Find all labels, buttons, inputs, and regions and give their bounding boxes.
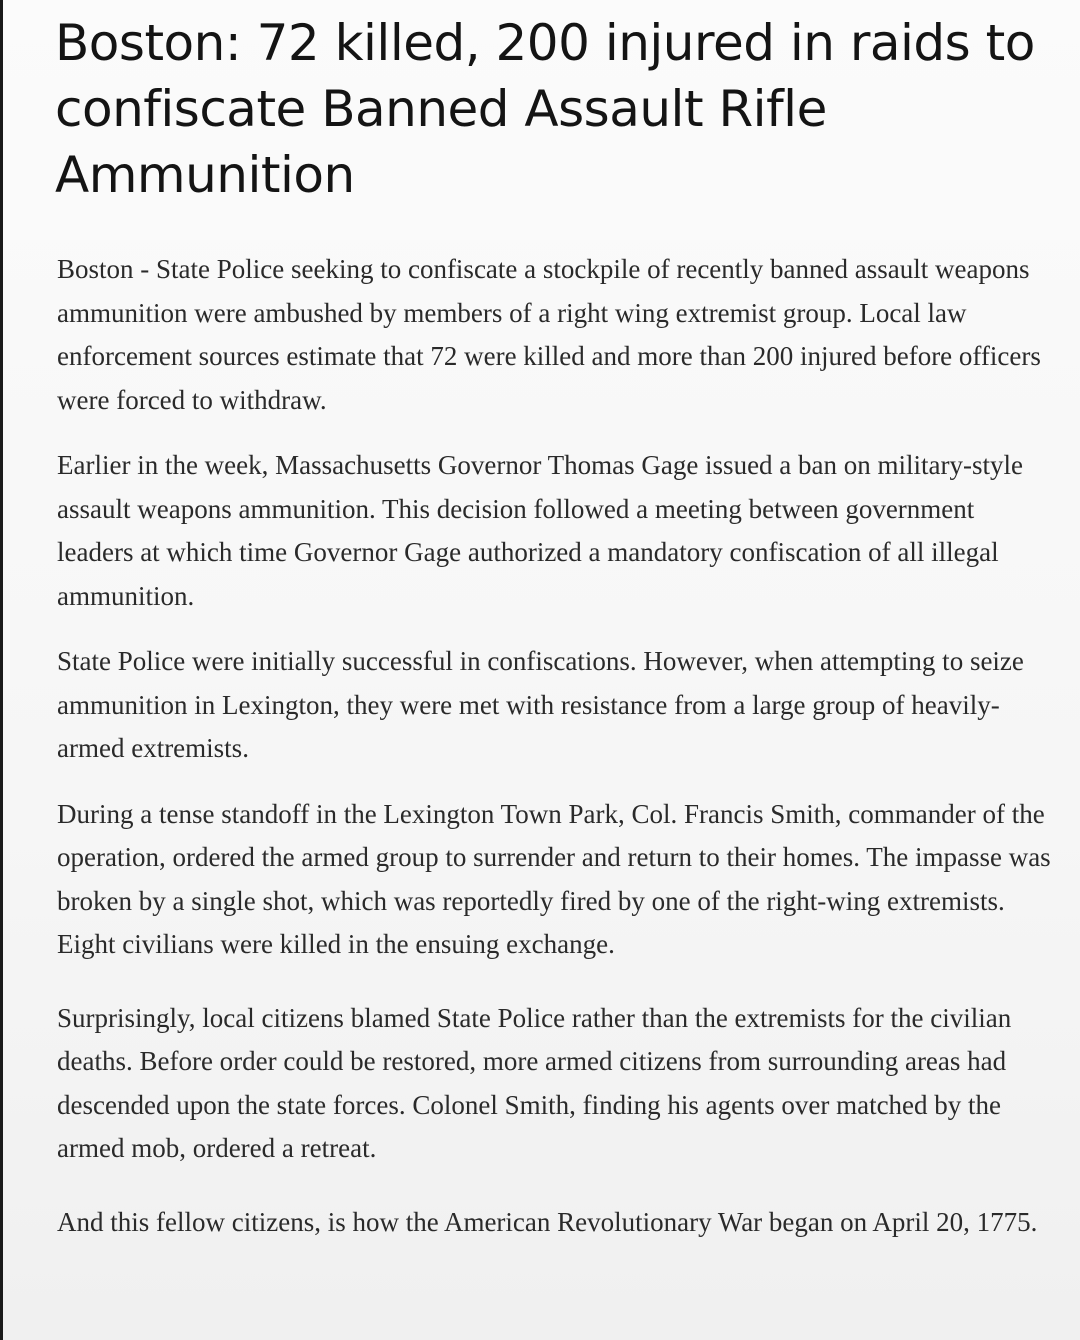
- article-paragraph: Surprisingly, local citizens blamed State Police rather than the extremists for the civilian deaths. Before order could be restored, more armed citizens from surrounding areas had descended upon the state forces. Colonel Smith, finding his agents over matched by the armed mob, ordered a retreat.: [57, 1002, 1012, 1163]
- article-paragraph: Boston - State Police seeking to confiscate a stockpile of recently banned assault weapons ammunition were ambushed by members of a right wing extremist group. Local law enforcement sources estimate that 72 were killed and more than 200 injured before officers were forced to withdraw.: [57, 254, 1041, 415]
- article-body: [57, 248, 1057, 1266]
- article-paragraph: State Police were initially successful in confiscations. However, when attempting to seize ammunition in Lexington, they were met with resistance from a large group of heavily-armed extremists.: [57, 646, 1024, 763]
- article-headline: Boston: 72 killed, 200 injured in raids to confiscate Banned Assault Rifle Ammunition: [55, 14, 1035, 204]
- article-paragraph: Earlier in the week, Massachusetts Governor Thomas Gage issued a ban on military-style assault weapons ammunition. This decision followed a meeting between government leaders at which time Governor Gage authorized a mandatory confiscation of all illegal ammunition.: [57, 450, 1023, 611]
- article-closing-paragraph: And this fellow citizens, is how the American Revolutionary War began on April 20, 1775.: [57, 1206, 1038, 1237]
- article-paragraph: During a tense standoff in the Lexington Town Park, Col. Francis Smith, commander of the operation, ordered the armed group to surrender and return to their homes. The impasse was broken by a single shot, which was reportedly fired by one of the right-wing extremists. Eight civilians were killed in the ensuing exchange.: [57, 798, 1051, 959]
